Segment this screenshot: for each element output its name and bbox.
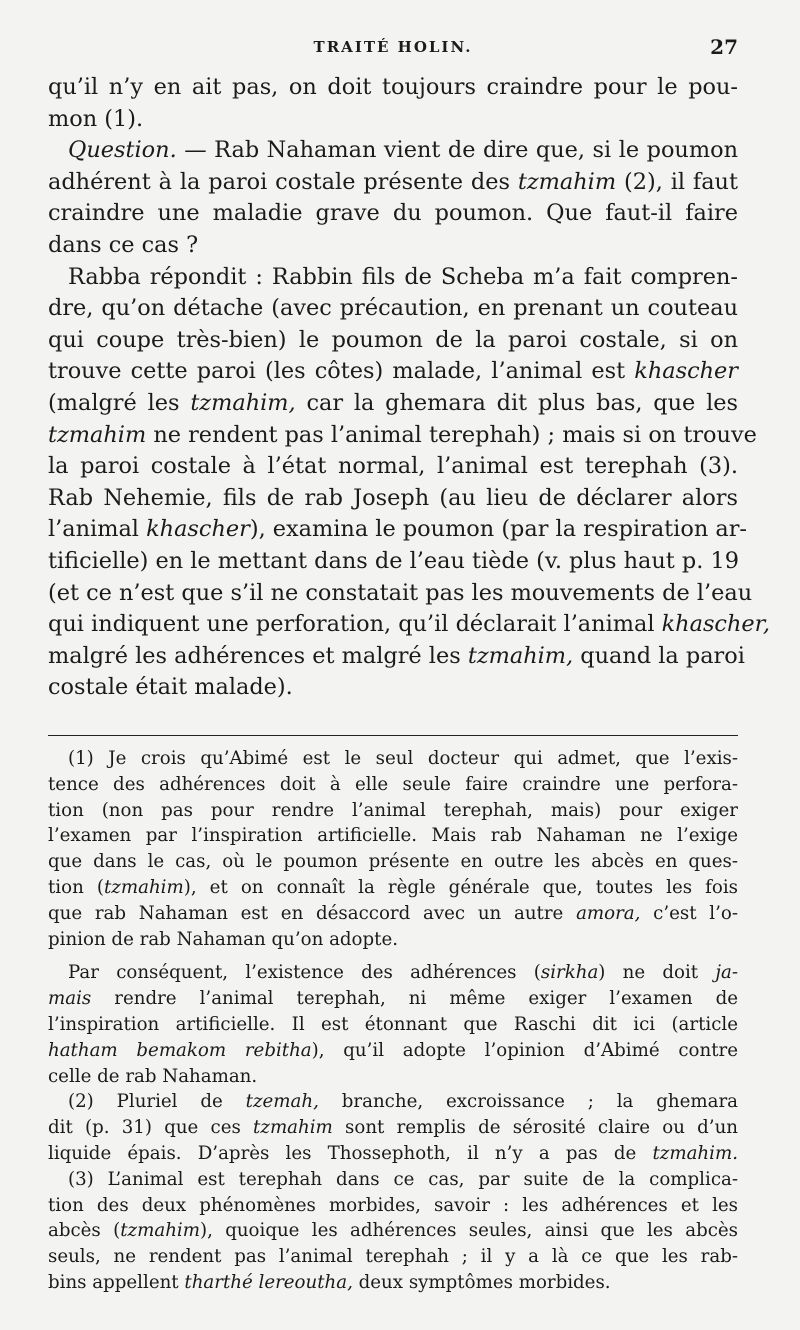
text-line: adhérent à la paroi costale présente des tzmahim (2), il faut	[48, 168, 738, 195]
footnote-line: pinion de rab Nahaman qu’on adopte.	[48, 928, 398, 950]
text-line: Rabba répondit : Rabbin fils de Scheba m’a fait compren-	[68, 263, 738, 290]
page-number: 27	[710, 35, 738, 59]
text-line: qu’il n’y en ait pas, on doit toujours craindre pour le pou-	[48, 74, 738, 100]
text-line: tificielle) en le mettant dans de l’eau tiède (v. plus haut p. 19	[48, 547, 739, 574]
text-line: qui coupe très-bien) le poumon de la paroi costale, si on	[48, 326, 738, 353]
footnote-line: tion (non pas pour rendre l’animal terephah, mais) pour exiger	[48, 799, 738, 821]
footnote-line: mais rendre l’animal terephah, ni même exiger l’examen de	[48, 988, 738, 1010]
footnote-line: (3) L’animal est terephah dans ce cas, par suite de la complica-	[68, 1168, 738, 1190]
page-header	[48, 35, 738, 62]
footnote-line: liquide épais. D’après les Thossephoth, il n’y a pas de tzmahim.	[48, 1142, 738, 1164]
text-line: l’animal khascher), examina le poumon (par la respiration ar-	[48, 516, 747, 543]
footnote-line: celle de rab Nahaman.	[48, 1065, 258, 1087]
text-line: craindre une maladie grave du poumon. Que faut-il faire	[48, 200, 738, 227]
running-title: TRAITÉ HOLIN.	[313, 38, 473, 56]
footnote-line: que rab Nahaman est en désaccord avec un autre amora, c’est l’o-	[48, 902, 738, 924]
footnotes	[48, 746, 738, 1296]
footnote-line: (2) Pluriel de tzemah, branche, excroissance ; la ghemara	[68, 1091, 738, 1113]
text-line: malgré les adhérences et malgré les tzmahim, quand la paroi	[48, 642, 745, 669]
question-label: Question.	[68, 137, 177, 164]
text-line: la paroi costale à l’état normal, l’animal est terephah (3).	[48, 453, 738, 480]
text-line: mon (1).	[48, 105, 144, 132]
footnote-line: l’inspiration artificielle. Il est étonnant que Raschi dit ici (article	[48, 1013, 738, 1035]
text-line: Question. — Rab Nahaman vient de dire que, si le poumon	[68, 137, 738, 164]
text-line: (et ce n’est que s’il ne constatait pas les mouvements de l’eau	[48, 579, 753, 606]
text-line: costale était malade).	[48, 674, 293, 701]
footnote-line: dit (p. 31) que ces tzmahim sont remplis de sérosité claire ou d’un	[48, 1117, 738, 1139]
footnote-line: tence des adhérences doit à elle seule faire craindre une perfora-	[48, 773, 738, 795]
text-line: (malgré les tzmahim, car la ghemara dit plus bas, que les	[48, 389, 738, 416]
text-line: dre, qu’on détache (avec précaution, en prenant un couteau	[48, 295, 738, 322]
footnote-line: tion des deux phénomènes morbides, savoir : les adhérences et les	[48, 1194, 738, 1216]
footnote-line: bins appellent tharthé lereoutha, deux symptômes morbides.	[48, 1271, 611, 1293]
footnote-line: Par conséquent, l’existence des adhérences (sirkha) ne doit ja-	[68, 962, 738, 984]
footnote-line: tion (tzmahim), et on connaît la règle générale que, toutes les fois	[48, 876, 738, 898]
footnote-rule	[48, 735, 738, 736]
text-line: Rab Nehemie, fils de rab Joseph (au lieu de déclarer alors	[48, 484, 738, 511]
text-line: tzmahim ne rendent pas l’animal terephah) ; mais si on trouve	[48, 421, 757, 448]
text-line: dans ce cas ?	[48, 231, 199, 258]
text-line: trouve cette paroi (les côtes) malade, l’animal est khascher	[48, 358, 738, 385]
footnote-line: abcès (tzmahim), quoique les adhérences seules, ainsi que les abcès	[48, 1220, 739, 1242]
footnote-line: (1) Je crois qu’Abimé est le seul docteur qui admet, que l’exis-	[68, 748, 738, 769]
text-line: qui indiquent une perforation, qu’il déclarait l’animal khascher,	[48, 611, 771, 638]
footnote-line: l’examen par l’inspiration artificielle. Mais rab Nahaman ne l’exige	[48, 825, 738, 847]
footnote-line: que dans le cas, où le poumon présente en outre les abcès en ques-	[48, 851, 738, 873]
footnote-line: seuls, ne rendent pas l’animal terephah ; il y a là ce que les rab-	[48, 1246, 738, 1268]
main-text	[48, 72, 771, 704]
footnote-line: hatham bemakom rebitha), qu’il adopte l’opinion d’Abimé contre	[48, 1039, 738, 1061]
